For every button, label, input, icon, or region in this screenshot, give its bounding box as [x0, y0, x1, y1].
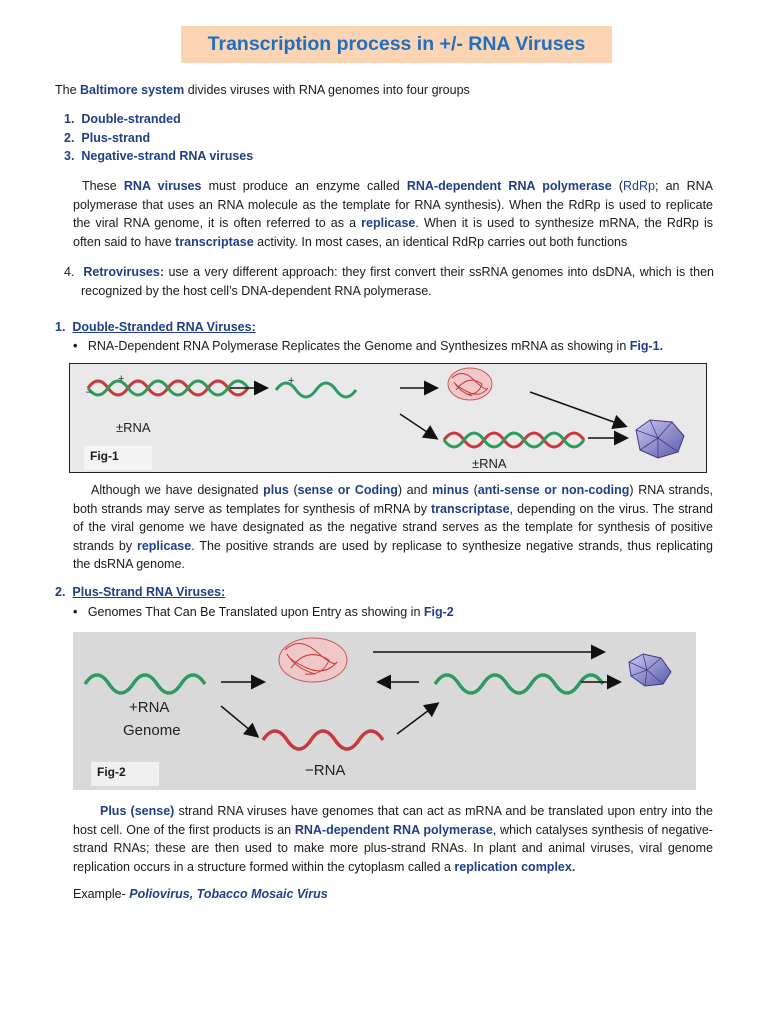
text: polymerase that uses an RNA molecule as the template for RNA synthesis). When the RdRp is used to replicate [73, 197, 713, 212]
figure-2 [73, 632, 696, 790]
minus-sign: – [86, 386, 93, 398]
intro-text-end: divides viruses with RNA genomes into four groups [184, 83, 470, 97]
baltimore-system-term: Baltimore system [80, 83, 185, 97]
rna-label-left: ±RNA [116, 420, 151, 435]
text: ( [611, 179, 623, 193]
text: These [82, 179, 124, 193]
section-2-heading [55, 585, 225, 599]
text: replication occurs in a structure formed within the cytoplasm called a [73, 859, 455, 874]
retroviruses-item [64, 263, 714, 300]
arrow-down [221, 706, 257, 736]
term-replicase: replicase [361, 216, 416, 230]
text: must produce an enzyme called [201, 179, 407, 193]
text: Genomes That Can Be Translated upon Entry as showing in [87, 605, 424, 619]
section-title: Plus-Strand RNA Viruses: [72, 585, 226, 599]
list-number: 1. [64, 112, 75, 126]
group-item-3 [64, 149, 253, 163]
plus-rna-label: +RNA [129, 699, 170, 716]
text: ) and [397, 483, 433, 497]
term-rdrp: RNA-dependent RNA polymerase [406, 179, 612, 193]
figure-2-label: Fig-2 [91, 762, 159, 786]
fig-1-reference: Fig-1. [629, 339, 664, 353]
rna-label-right: ±RNA [472, 456, 507, 471]
term-transcriptase: transcriptase [175, 234, 254, 249]
group-label: Double-stranded [81, 112, 181, 126]
text: use a very different approach: they first convert their ssRNA genomes into dsDNA, which is then [163, 265, 714, 279]
text: RNA-Dependent RNA Polymerase Replicates the Genome and Synthesizes mRNA as showing in [87, 339, 630, 353]
term-sense: sense or Coding [297, 483, 398, 497]
term-rdrp: RNA-dependent RNA polymerase [294, 822, 493, 837]
list-number: 4. [64, 265, 75, 279]
text: Although we have designated [91, 483, 264, 497]
group-label: Plus-strand [81, 131, 151, 145]
text: recognized by the host cell’s DNA-dependent RNA polymerase. [81, 283, 432, 298]
group-item-2 [64, 131, 150, 145]
text: ) RNA strands, [629, 483, 713, 497]
bullet-dot: • [73, 605, 78, 619]
section-2-bullet [73, 605, 454, 619]
text: host cell. One of the first products is an [73, 822, 295, 837]
figure-1-label: Fig-1 [84, 446, 152, 470]
dsrna-paragraph [73, 481, 713, 574]
group-item-1 [64, 112, 181, 126]
minus-rna-label: −RNA [305, 762, 346, 779]
figure-2-diagram [73, 632, 696, 790]
minus-strand-rna [263, 731, 383, 749]
text: . When it is used to synthesize mRNA, the RdRp is [415, 216, 713, 230]
text: strand RNAs; these are then used to make more plus-strand RNAs. In plant and animal viruses, viral genome [73, 841, 713, 855]
term-replication-complex: replication complex. [454, 859, 576, 874]
text: strand RNA viruses have genomes that can act as mRNA and be translated upon entry into the [174, 804, 713, 818]
genome-label: Genome [123, 722, 181, 739]
section-number: 2. [55, 585, 66, 599]
section-1-heading [55, 320, 256, 334]
arrow-up [397, 704, 437, 734]
plus-strand-rna-right [435, 675, 603, 693]
plus-sign-mid: + [288, 375, 295, 387]
section-number: 1. [55, 320, 66, 334]
plus-strand-paragraph [73, 802, 713, 876]
intro-text: The [55, 83, 81, 97]
text: activity. In most cases, an identical RdRp carries out both functions [253, 234, 628, 249]
title-banner [181, 26, 612, 63]
plus-strand-rna-left [85, 675, 205, 693]
term-rna-viruses: RNA viruses [123, 179, 202, 193]
rdrp-protein-icon [279, 638, 347, 682]
text: the viral RNA genome, it is often referred to as a [73, 216, 362, 230]
arrow-down [400, 414, 436, 438]
term-minus: minus [432, 483, 469, 497]
text: , which catalyses synthesis of negative- [492, 822, 713, 837]
fig-2-reference: Fig-2 [423, 605, 454, 619]
text: ; an RNA [654, 179, 714, 193]
section-1-bullet [73, 339, 663, 353]
arrow-diagonal [530, 392, 625, 426]
term-plus: plus [263, 483, 289, 497]
term-antisense: anti-sense or non-coding [477, 483, 630, 497]
text: ( [468, 483, 478, 497]
figure-1-diagram [70, 364, 706, 472]
example-prefix: Example- [73, 887, 130, 901]
example-viruses: Poliovirus, Tobacco Mosaic Virus [129, 887, 328, 901]
text: ( [288, 483, 298, 497]
bullet-dot: • [73, 339, 78, 353]
text: , depending on the virus. The strand [509, 501, 713, 516]
dsrna-helix-left [88, 381, 248, 395]
text: the dsRNA genome. [73, 557, 185, 571]
term-replicase: replicase [136, 538, 192, 553]
plus-sign: + [118, 373, 125, 385]
term-plus-sense: Plus (sense) [100, 804, 175, 818]
text: . The positive strands are used by replicase to synthesize negative strands, thus replicating [191, 538, 714, 553]
page-title: Transcription process in +/- RNA Viruses [207, 33, 586, 55]
term-retroviruses: Retroviruses: [83, 265, 164, 279]
section-title: Double-Stranded RNA Viruses: [72, 320, 256, 334]
rdrp-paragraph [73, 177, 713, 251]
text: often said to have [73, 234, 176, 249]
text: of the viral genome we have designated as the negative strand serves as the template for synthesis of positive [73, 520, 713, 534]
group-label: Negative-strand RNA viruses [81, 149, 254, 163]
intro-line [55, 83, 470, 97]
term-rdrp-abbrev: RdRp [623, 179, 655, 193]
dsrna-helix-right [444, 433, 584, 447]
text: strands by [73, 538, 137, 553]
rdrp-protein-icon [448, 368, 492, 400]
figure-1 [69, 363, 707, 473]
example-line [73, 887, 328, 901]
term-transcriptase: transcriptase [431, 501, 510, 516]
list-number: 2. [64, 131, 75, 145]
text: both strands may serve as templates for synthesis of mRNA by [73, 501, 432, 516]
list-number: 3. [64, 149, 75, 163]
virus-capsid-icon [629, 654, 671, 686]
